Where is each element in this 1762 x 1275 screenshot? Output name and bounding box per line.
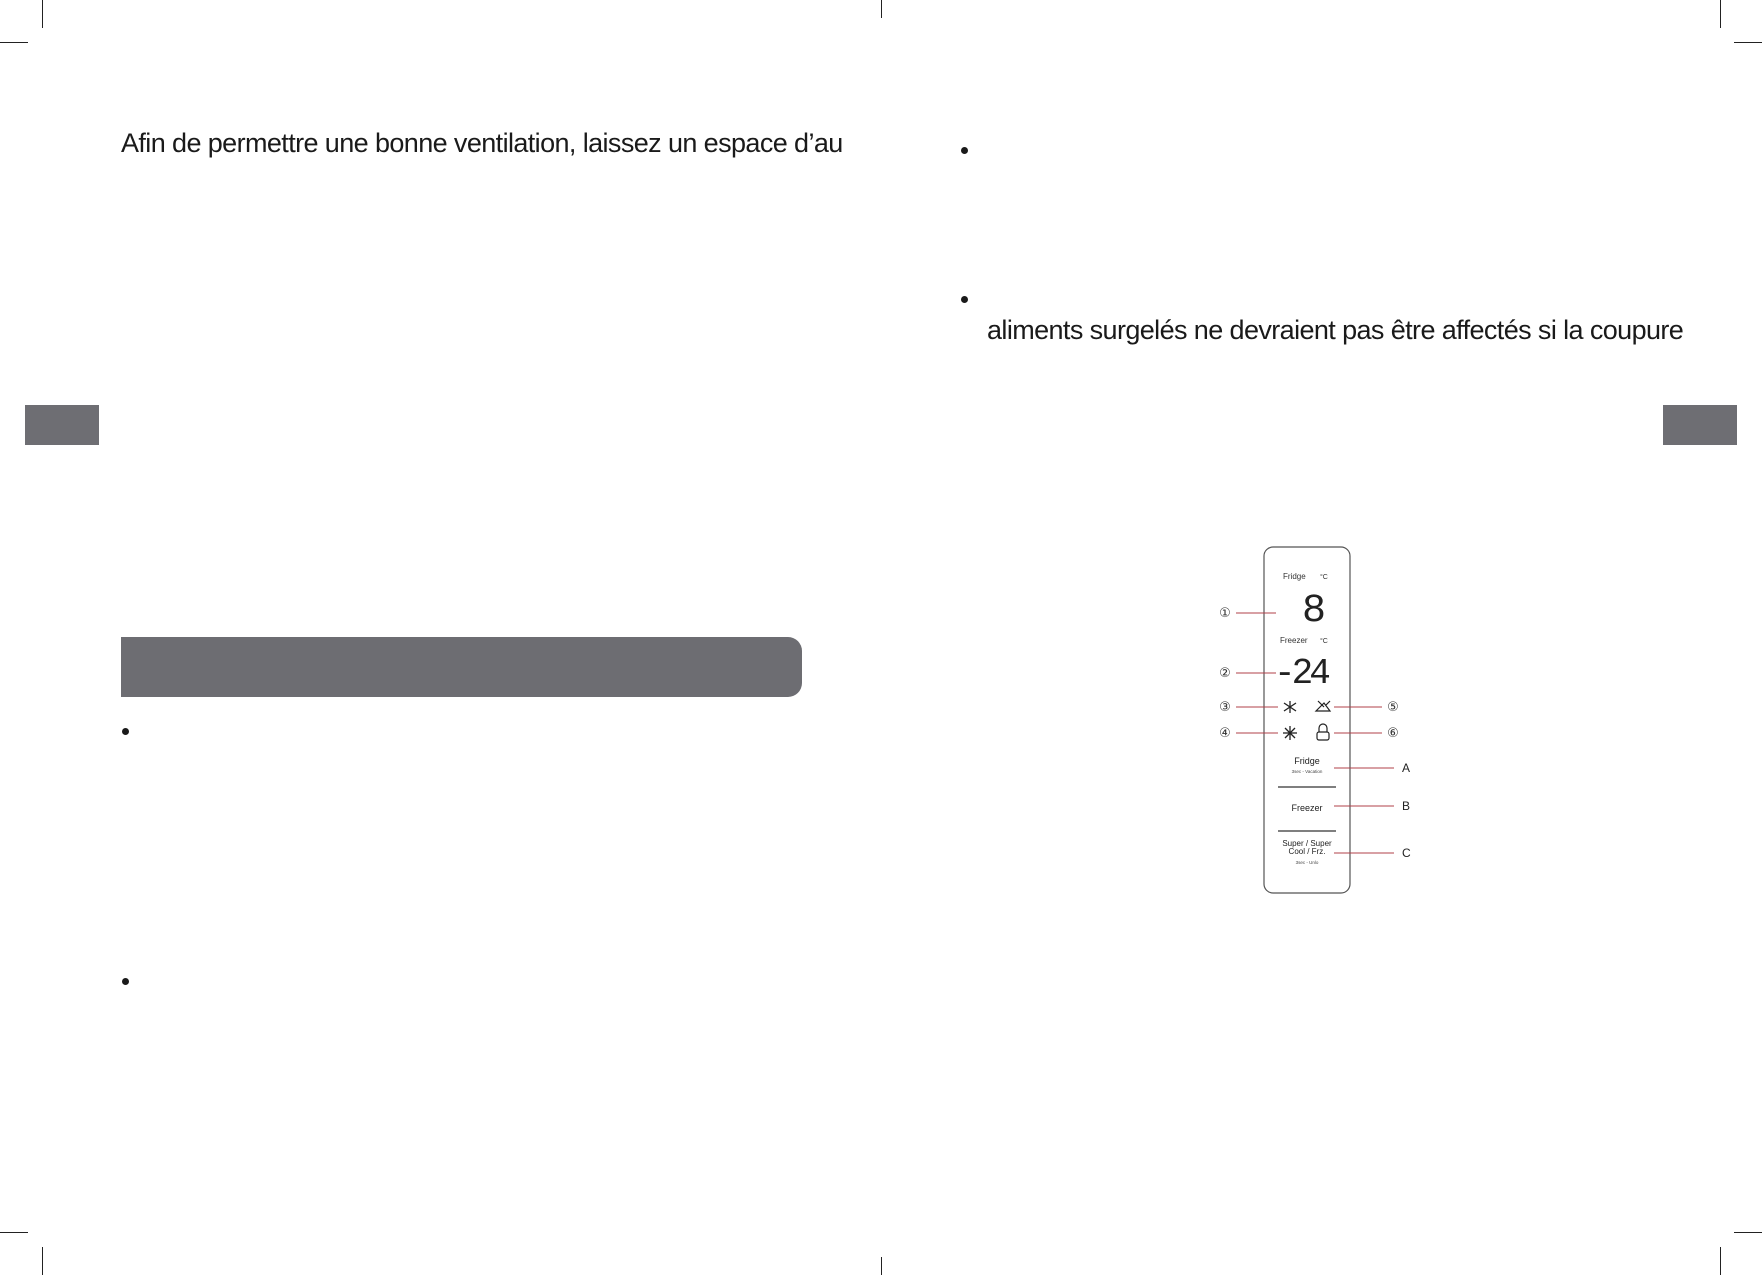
- freezer-button-title: Freezer: [1291, 803, 1323, 813]
- fridge-label: Fridge: [1283, 572, 1306, 581]
- right-paragraph-line: aliments surgelés ne devraient pas être affectés si la coupure: [987, 315, 1684, 345]
- super-button-subtitle: 3sec - Unlo: [1295, 860, 1319, 865]
- left-paragraph: Afin de permettre une bonne ventilation, laissez un espace d’au: [121, 128, 843, 158]
- crop-mark: [1720, 0, 1721, 28]
- freezer-temperature: -24: [1274, 653, 1327, 694]
- label-b: B: [1402, 799, 1411, 813]
- control-panel-diagram: [1200, 535, 1420, 900]
- super-button-line2: Cool / Frz.: [1288, 847, 1326, 856]
- fridge-temperature: 8: [1302, 589, 1327, 634]
- callout-4: ④: [1219, 726, 1231, 741]
- callout-3: ③: [1219, 700, 1231, 715]
- crop-mark: [0, 1232, 28, 1233]
- fridge-unit: °C: [1320, 574, 1328, 581]
- freezer-label: Freezer: [1280, 636, 1308, 645]
- crop-mark: [1734, 1232, 1762, 1233]
- label-a: A: [1402, 761, 1411, 775]
- section-heading-bar: [121, 637, 802, 697]
- crop-mark: [0, 42, 28, 43]
- crop-mark: [1720, 1247, 1721, 1275]
- fridge-button-title: Fridge: [1294, 756, 1320, 766]
- bullet: [961, 296, 968, 303]
- crop-mark: [1734, 42, 1762, 43]
- callout-6: ⑥: [1387, 726, 1399, 741]
- super-freeze-icon: [1283, 726, 1297, 740]
- bullet: [961, 147, 968, 154]
- bullet: [122, 978, 129, 985]
- crop-mark: [42, 0, 43, 28]
- crop-mark: [881, 1257, 882, 1275]
- callout-2: ②: [1219, 666, 1231, 681]
- fridge-button-subtitle: 3sec - Vacation: [1291, 769, 1323, 774]
- label-c: C: [1402, 846, 1411, 860]
- callout-5: ⑤: [1387, 700, 1399, 715]
- freezer-unit: °C: [1320, 638, 1328, 645]
- super-button-line1: Super / Super: [1282, 839, 1332, 848]
- crop-mark: [881, 0, 882, 18]
- callout-1: ①: [1219, 606, 1231, 621]
- right-page-tab: [1663, 405, 1737, 445]
- left-page-tab: [25, 405, 99, 445]
- bullet: [122, 728, 129, 735]
- crop-mark: [42, 1247, 43, 1275]
